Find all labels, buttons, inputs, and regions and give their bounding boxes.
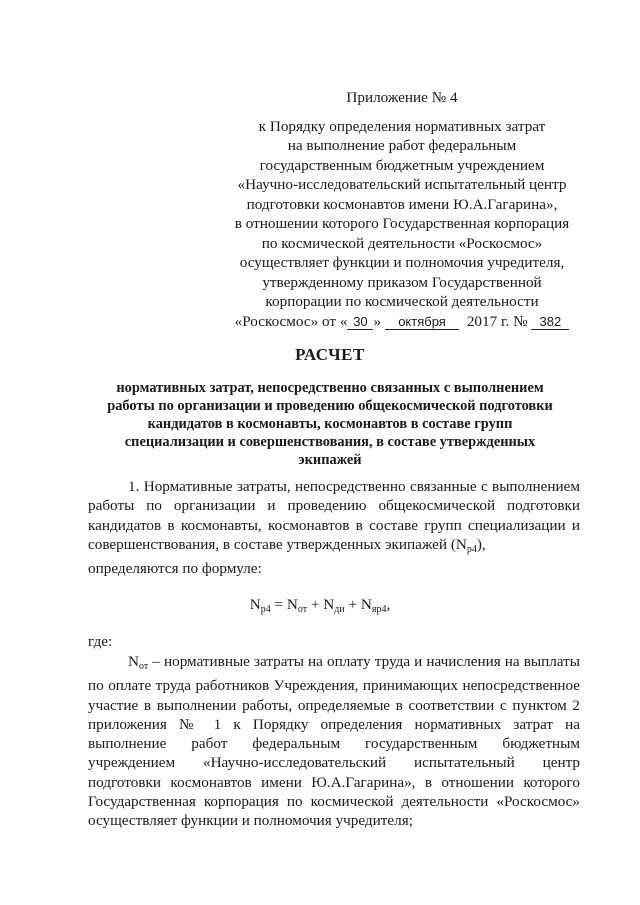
order-year: 2017 г. № [466, 312, 528, 330]
heading-title: РАСЧЕТ [295, 345, 365, 364]
section-1-text-end: ), [476, 535, 486, 553]
formula-lhs-sub: р4 [260, 604, 271, 615]
appendix-title: Приложение № 4 [346, 89, 458, 106]
definition-n-ot [88, 652, 580, 831]
appendix-line: государственным бюджетным учреждением [259, 156, 545, 174]
section-1-after: определяются по формуле: [88, 560, 262, 578]
where-label: где: [88, 633, 113, 650]
formula-plus: + [344, 596, 361, 613]
formula-n: N [323, 596, 335, 613]
formula-term2-sub: ди [334, 604, 345, 615]
formula-term1-sub: от [297, 604, 308, 615]
appendix-line: на выполнение работ федеральным [287, 137, 517, 154]
formula-end: , [386, 596, 391, 613]
appendix-line: подготовки космонавтов имени Ю.А.Гагарина», [246, 195, 558, 213]
subtitle-line: экипажей [298, 452, 362, 468]
appendix-line: осуществляет функции и полномочия учредителя, [239, 254, 565, 271]
formula-n: N [286, 596, 298, 613]
section-1-paragraph [88, 477, 580, 559]
subtitle-line: нормативных затрат, непосредственно связанных с выполнением [116, 380, 544, 396]
appendix-line: корпорации по космической деятельности [265, 293, 539, 310]
order-prefix: «Роскосмос» от « [234, 312, 348, 330]
appendix-line: «Научно-исследовательский испытательный центр [237, 176, 567, 193]
appendix-line: к Порядку определения нормативных затрат [258, 117, 546, 135]
definition-var-sub: от [138, 661, 149, 672]
order-month: октября [385, 314, 459, 330]
appendix-header [222, 88, 582, 331]
order-day-close: » [373, 312, 382, 330]
formula [0, 596, 640, 615]
definition-var: N [128, 653, 139, 670]
appendix-line: утвержденному приказом Государственной [262, 273, 542, 291]
formula-plus: + [307, 596, 324, 613]
order-number: 382 [531, 314, 569, 330]
formula-term3-sub: яр4 [371, 604, 387, 615]
section-1-var-sub: р4 [466, 543, 477, 555]
formula-n: N [360, 596, 372, 613]
calculation-heading [60, 345, 600, 469]
formula-n: N [249, 596, 261, 613]
definition-text: – нормативные затраты на оплату труда и начисления на выплаты по оплате труда работников Учреждения, принимающих непосредственное участие в выполнении работы, определяемые в соответствии с пунктом 2 приложения № 1 к Порядку определения нормативных затрат на выполнение работ федеральным государственным бюджетным учреждением «Научно-исследовательский испытательный центр подготовки космонавтов имени Ю.А.Гагарина», в отношении которого Государственная корпорация по космической деятельности «Роскосмос» осуществляет функции и полномочия учредителя; [88, 653, 580, 830]
heading-subtitle [60, 379, 600, 469]
subtitle-line: кандидатов в космонавты, космонавтов в составе групп [147, 416, 513, 432]
order-day: 30 [347, 314, 373, 330]
appendix-line: в отношении которого Государственная корпорация [234, 215, 570, 232]
section-1-text: 1. Нормативные затраты, непосредственно связанные с выполнением работы по организации и проведению общекосмической подготовки кандидатов в космонавты, космонавтов в составе групп специализации и совершенствования, в составе утвержденных экипажей (N [88, 478, 580, 553]
order-date-line [222, 312, 582, 332]
subtitle-line: специализации и совершенствования, в составе утвержденных [124, 434, 536, 450]
formula-eq: = [270, 596, 287, 613]
subtitle-line: работы по организации и проведению общекосмической подготовки [107, 398, 553, 414]
section-1 [88, 477, 580, 578]
definition-paragraph [88, 652, 580, 831]
appendix-line: по космической деятельности «Роскосмос» [261, 234, 543, 252]
